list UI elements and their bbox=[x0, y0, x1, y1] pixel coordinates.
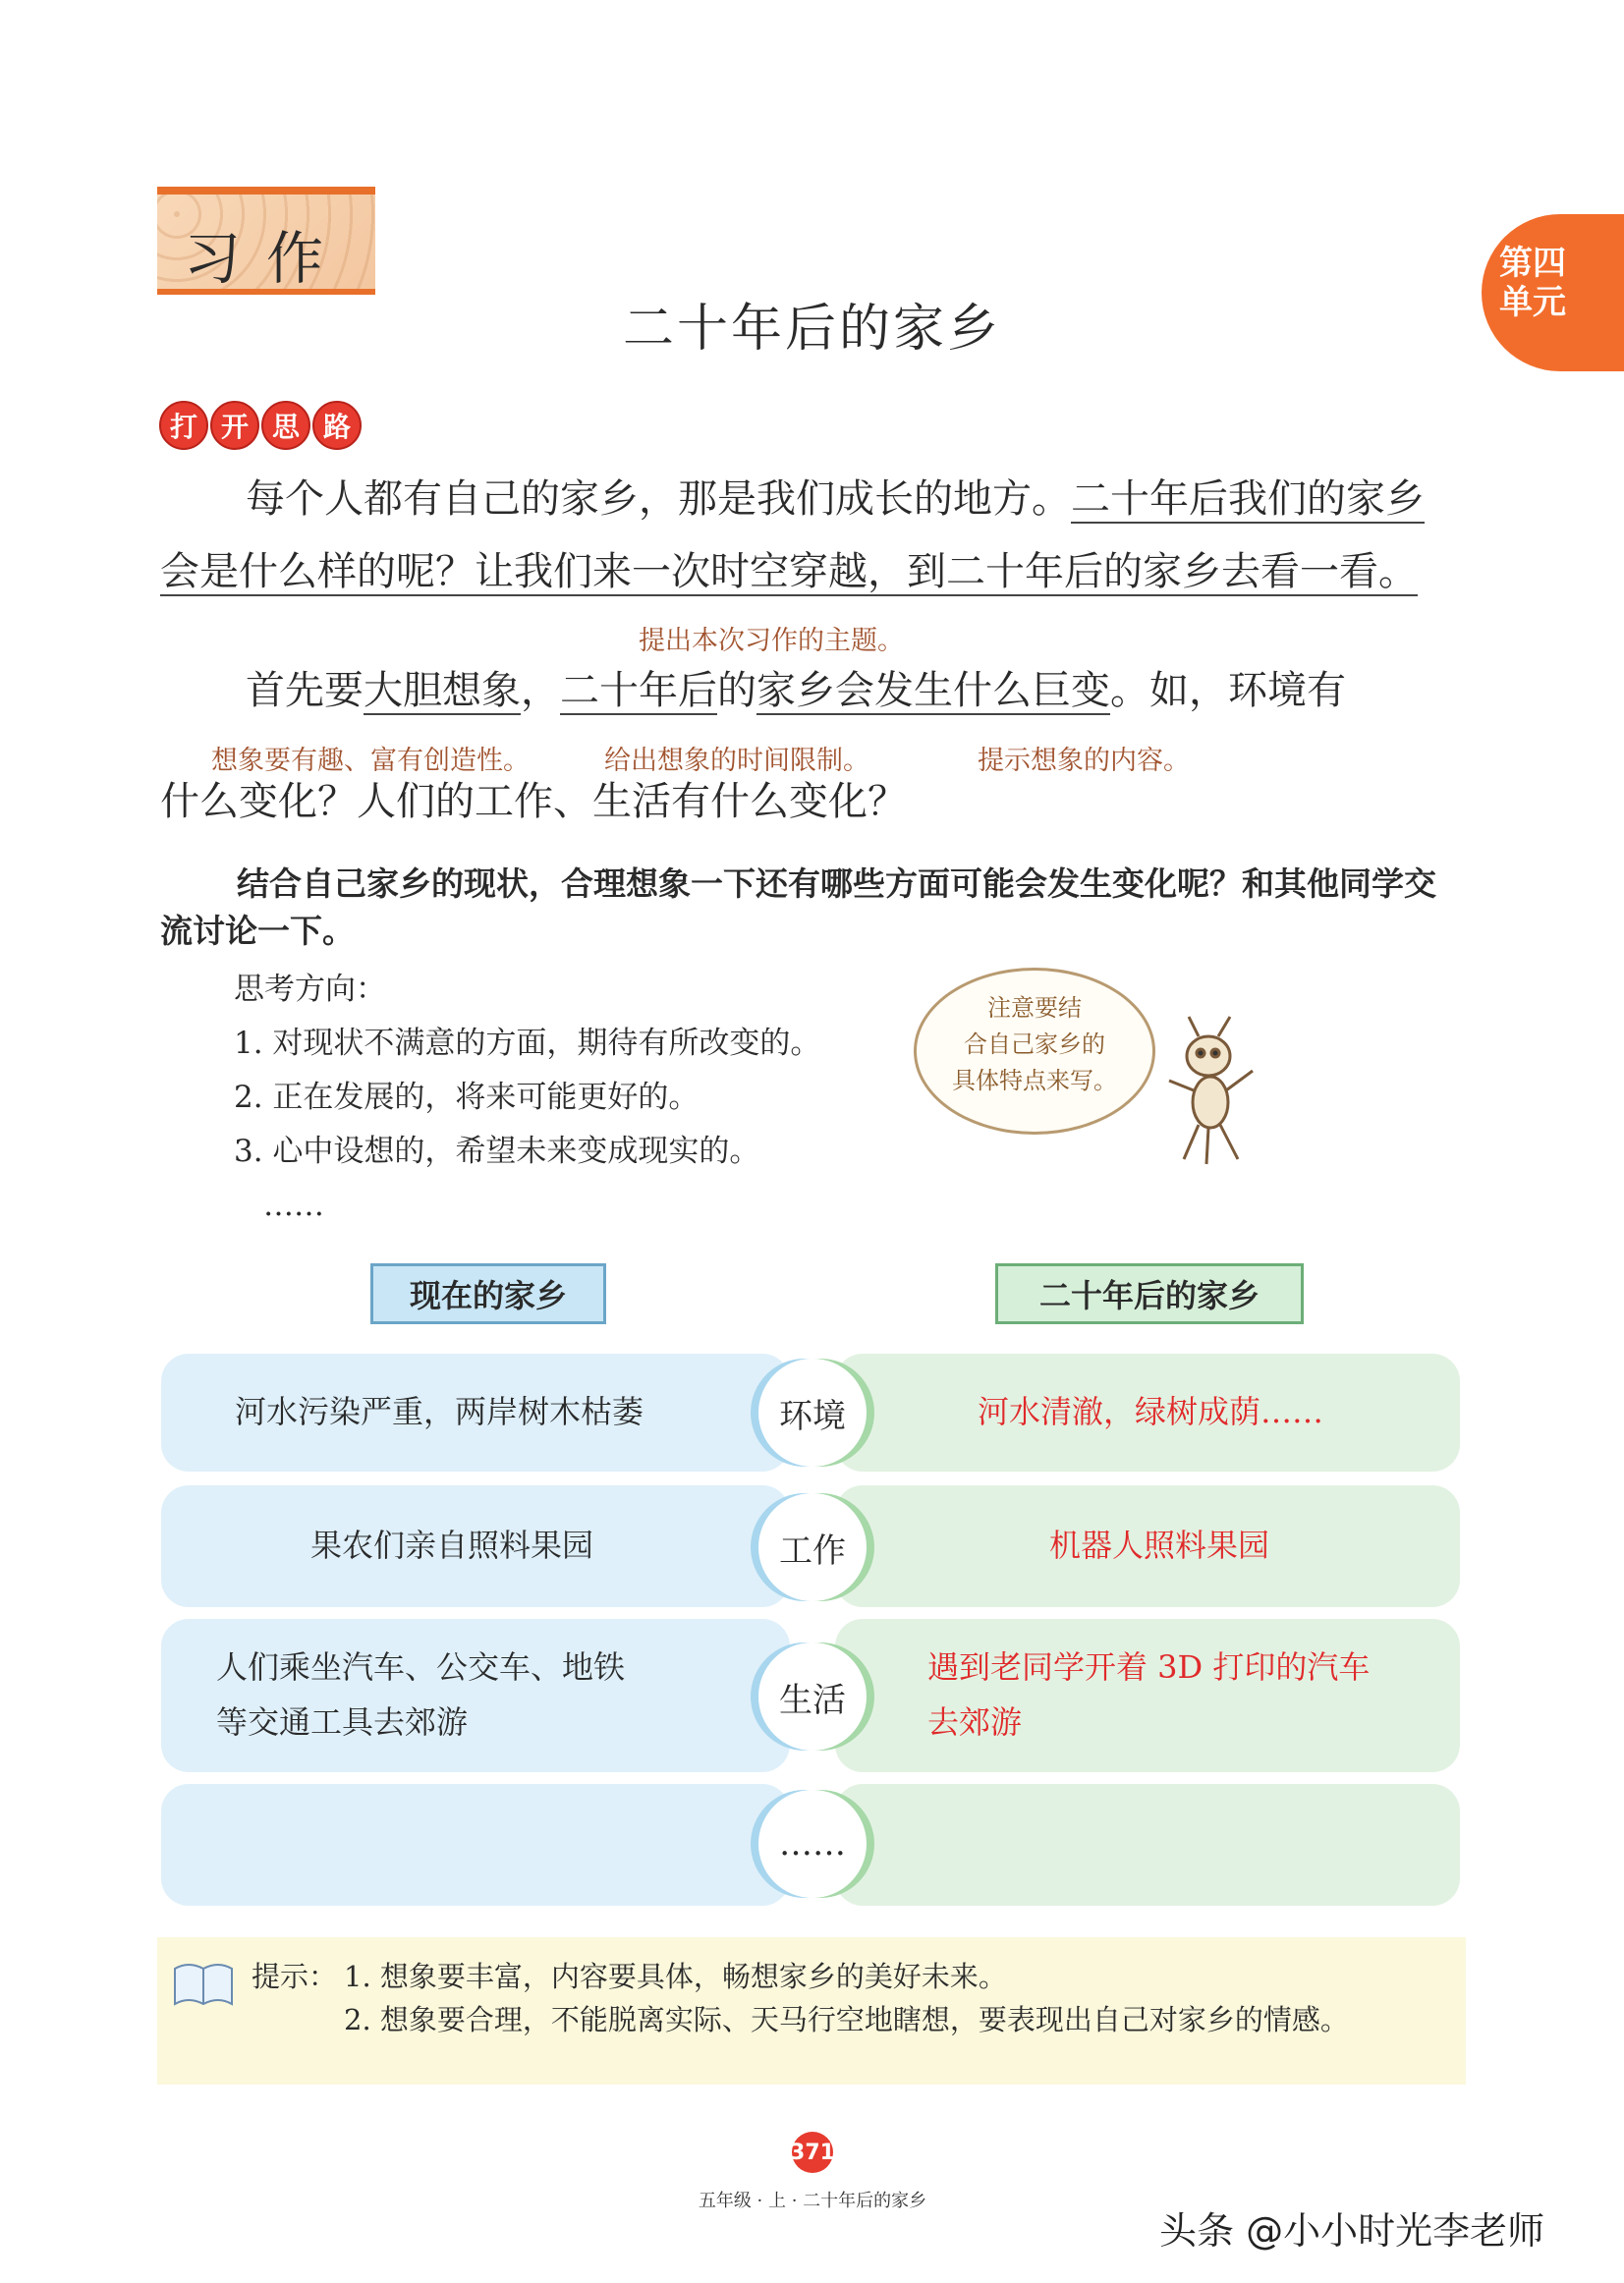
thinking-heading: 思考方向： bbox=[234, 972, 386, 1007]
cell-now: 河水污染严重，两岸树木枯萎 bbox=[235, 1393, 644, 1430]
section-badge-char: 打 bbox=[159, 401, 208, 450]
header-now: 现在的家乡 bbox=[370, 1263, 606, 1324]
cell-future: 河水清澈，绿树成荫…… bbox=[978, 1393, 1324, 1430]
header-future: 二十年后的家乡 bbox=[995, 1263, 1304, 1324]
bubble-line: 具体特点来写。 bbox=[952, 1067, 1117, 1094]
intro-text: 首先要 bbox=[246, 668, 364, 713]
thinking-item: 1. 对现状不满意的方面，期待有所改变的。 bbox=[234, 1026, 821, 1061]
underlined-time: 二十年后 bbox=[560, 668, 717, 713]
intro-line-3 bbox=[246, 663, 1346, 718]
category-hub-env: 环境 bbox=[758, 1359, 867, 1467]
annotation-theme: 提出本次习作的主题。 bbox=[639, 626, 904, 656]
cell-future: 机器人照料果园 bbox=[1049, 1527, 1270, 1564]
page-number: 371 bbox=[792, 2132, 833, 2173]
cell-now-l1: 人们乘坐汽车、公交车、地铁 bbox=[216, 1648, 626, 1686]
intro-line-4: 什么变化？人们的工作、生活有什么变化？ bbox=[160, 779, 907, 824]
book-icon bbox=[171, 1957, 236, 2012]
bubble-line: 注意要结 bbox=[987, 994, 1082, 1022]
row-blank-now bbox=[161, 1784, 790, 1906]
thinking-more: …… bbox=[263, 1188, 324, 1223]
intro-line-2 bbox=[160, 544, 1418, 599]
row-life-future bbox=[835, 1619, 1460, 1772]
category-hub-life: 生活 bbox=[758, 1643, 867, 1751]
intro-text: 的 bbox=[717, 668, 756, 713]
row-env-now bbox=[161, 1354, 790, 1472]
category-hub-work: 工作 bbox=[758, 1493, 867, 1601]
footer-caption: 五年级 · 上 · 二十年后的家乡 bbox=[698, 2191, 927, 2211]
thinking-item: 3. 心中设想的，希望未来变成现实的。 bbox=[234, 1134, 760, 1169]
intro-text: 。如，环境有 bbox=[1110, 668, 1346, 713]
annotation-time: 给出想象的时间限制。 bbox=[604, 746, 869, 776]
watermark: 头条 @小小时光李老师 bbox=[1159, 2209, 1545, 2253]
intro-line-1 bbox=[246, 472, 1425, 527]
annotation-content: 提示想象的内容。 bbox=[978, 746, 1190, 776]
unit-badge-line2: 单元 bbox=[1499, 283, 1566, 322]
section-badge-char: 思 bbox=[261, 401, 310, 450]
speech-bubble bbox=[914, 968, 1155, 1135]
section-badge-char: 开 bbox=[210, 401, 259, 450]
intro-text: ， bbox=[521, 668, 560, 713]
underlined-imagine: 大胆想象 bbox=[364, 668, 521, 713]
thinking-item: 2. 正在发展的，将来可能更好的。 bbox=[234, 1080, 700, 1115]
page-title: 二十年后的家乡 bbox=[622, 300, 1001, 359]
underlined-theme-cont: 会是什么样的呢？让我们来一次时空穿越，到二十年后的家乡去看一看。 bbox=[160, 549, 1418, 594]
row-work-now bbox=[161, 1485, 790, 1607]
lesson-label-text: 习作 bbox=[183, 225, 349, 292]
category-hub-more: …… bbox=[758, 1790, 867, 1898]
underlined-content: 家乡会发生什么巨变 bbox=[756, 668, 1110, 713]
tips-box bbox=[157, 1937, 1466, 2085]
tip-item: 2. 想象要合理，不能脱离实际、天马行空地瞎想，要表现出自己对家乡的情感。 bbox=[344, 2003, 1349, 2036]
intro-text: 每个人都有自己的家乡，那是我们成长的地方。 bbox=[246, 476, 1071, 522]
tip-item: 1. 想象要丰富，内容要具体，畅想家乡的美好未来。 bbox=[344, 1960, 1007, 1993]
row-life-now bbox=[161, 1619, 790, 1772]
row-work-future bbox=[835, 1485, 1460, 1607]
tips-prefix: 提示： bbox=[252, 1960, 338, 1993]
bubble-line: 合自己家乡的 bbox=[964, 1030, 1105, 1058]
annotation-imagine: 想象要有趣、富有创造性。 bbox=[211, 746, 530, 776]
row-blank-future bbox=[835, 1784, 1460, 1906]
task-text: 结合自己家乡的现状，合理想象一下还有哪些方面可能会发生变化呢？和其他同学交流讨论一下。 bbox=[160, 864, 1436, 950]
lesson-label bbox=[157, 187, 375, 295]
row-env-future bbox=[835, 1354, 1460, 1472]
ant-illustration bbox=[1149, 1012, 1297, 1169]
cell-future-l1: 遇到老同学开着 3D 打印的汽车 bbox=[927, 1648, 1371, 1686]
cell-future-l2: 去郊游 bbox=[927, 1703, 1023, 1741]
cell-now-l2: 等交通工具去郊游 bbox=[216, 1703, 469, 1741]
underlined-theme: 二十年后我们的家乡 bbox=[1071, 476, 1425, 522]
cell-now: 果农们亲自照料果园 bbox=[310, 1527, 594, 1564]
thinking-list bbox=[234, 963, 820, 1233]
section-badge bbox=[159, 401, 362, 450]
unit-badge-line1: 第四 bbox=[1499, 244, 1566, 283]
section-badge-char: 路 bbox=[312, 401, 362, 450]
